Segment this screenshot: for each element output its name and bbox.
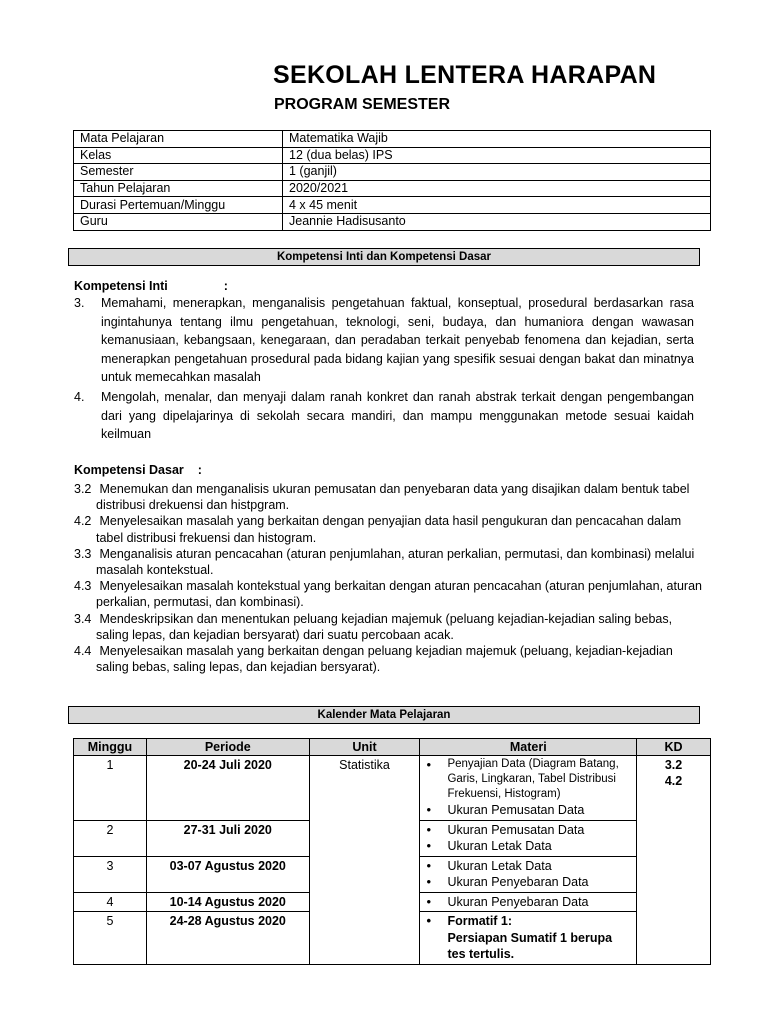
materi-item: • Ukuran Pemusatan Data [423, 802, 633, 819]
ki-text: Mengolah, menalar, dan menyaji dalam ranah konkret dan ranah abstrak terkait dengan pengembangan dari yang dipelajarinya di sekolah secara mandiri, dan mampu menggunakan metode sesuai kaidah keilmuan [101, 390, 694, 442]
col-header-materi: Materi [420, 739, 637, 756]
cell-unit: Statistika [309, 756, 420, 965]
info-label: Semester [74, 164, 283, 181]
col-header-periode: Periode [146, 739, 309, 756]
ki-number: 4. [74, 390, 85, 404]
kd-text: Menganalisis aturan pencacahan (aturan penjumlahan, aturan perkalian, permutasi, dan kombinasi) melalui masalah kontekstual. [96, 546, 695, 578]
materi-item: • Penyajian Data (Diagram Batang, Garis, Lingkaran, Tabel Distribusi Frekuensi, Histogram) [423, 757, 633, 802]
info-label: Guru [74, 213, 283, 230]
cell-periode: 03-07 Agustus 2020 [146, 856, 309, 892]
kd-item [74, 611, 704, 643]
cell-kd [637, 756, 711, 965]
kd-item [74, 578, 704, 610]
info-value: 4 x 45 menit [283, 197, 711, 214]
cell-minggu: 1 [74, 756, 147, 821]
heading-colon: : [197, 463, 202, 477]
kd-code: 3.4 [74, 611, 92, 626]
materi-list [423, 913, 633, 963]
info-label: Mata Pelajaran [74, 131, 283, 148]
cell-minggu: 5 [74, 912, 147, 965]
kompetensi-inti-heading [74, 279, 228, 293]
cell-minggu: 3 [74, 856, 147, 892]
materi-item: • Ukuran Penyebaran Data [423, 894, 633, 911]
materi-list [423, 757, 633, 819]
materi-item: • Ukuran Letak Data [423, 858, 633, 875]
info-value: Matematika Wajib [283, 131, 711, 148]
materi-item: • Ukuran Penyebaran Data [423, 874, 633, 891]
col-header-kd: KD [637, 739, 711, 756]
info-label: Durasi Pertemuan/Minggu [74, 197, 283, 214]
kd-item [74, 643, 704, 675]
kd-text: Menyelesaikan masalah kontekstual yang berkaitan dengan aturan pencacahan (aturan penjumlahan, aturan perkalian, permutasi, dan kombinasi). [96, 579, 702, 610]
materi-list [423, 822, 633, 855]
info-label: Kelas [74, 147, 283, 164]
kompetensi-inti-heading-text: Kompetensi Inti [74, 279, 168, 293]
cell-minggu: 4 [74, 892, 147, 912]
school-name: SEKOLAH LENTERA HARAPAN [273, 61, 657, 89]
calendar-table [73, 738, 711, 965]
kd-code: 4.2 [74, 514, 92, 529]
cell-materi [420, 756, 637, 821]
heading-colon: : [223, 279, 228, 293]
kd-item [74, 513, 704, 545]
info-value: 2020/2021 [283, 180, 711, 197]
kd-item [74, 546, 704, 578]
materi-list [423, 858, 633, 891]
cell-periode: 27-31 Juli 2020 [146, 820, 309, 856]
kd-code: 4.4 [74, 644, 92, 659]
kompetensi-inti-item [74, 388, 694, 444]
info-row [74, 147, 711, 164]
kd-text: Mendeskripsikan dan menentukan peluang kejadian majemuk (peluang kejadian-kejadian saling bebas, saling lepas, dan kejadian bersyarat) dari suatu percobaan acak. [96, 611, 673, 642]
info-row [74, 164, 711, 181]
materi-list [423, 894, 633, 911]
ki-text: Memahami, menerapkan, menganalisis pengetahuan faktual, konseptual, prosedural berdasarkan rasa ingintahunya tentang ilmu pengetahuan, teknologi, seni, budaya, dan humaniora dengan wawasan kemanusiaan, kebangsaan, kenegaraan, dan peradaban terkait penyebab fenomena dan kejadian, serta menerapkan pengetahuan prosedural pada bidang kajian yang spesifik sesuai dengan bakat dan minatnya untuk memecahkan masalah [101, 296, 694, 385]
kd-item [74, 481, 704, 513]
kd-code: 4.3 [74, 579, 92, 594]
info-value: Jeannie Hadisusanto [283, 213, 711, 230]
kompetensi-inti-item [74, 294, 694, 387]
kd-code: 3.2 [664, 758, 683, 772]
kalender-section-header: Kalender Mata Pelajaran [68, 706, 700, 724]
ki-number: 3. [74, 296, 85, 310]
kompetensi-dasar-heading-text: Kompetensi Dasar [74, 463, 184, 477]
materi-item: • Ukuran Letak Data [423, 838, 633, 855]
cell-materi [420, 892, 637, 912]
cell-materi [420, 912, 637, 965]
calendar-row [74, 756, 711, 821]
kd-code: 3.2 [74, 482, 92, 496]
course-info-table [73, 130, 711, 231]
document-subtitle: PROGRAM SEMESTER [274, 96, 451, 113]
cell-materi [420, 856, 637, 892]
kompetensi-section-header: Kompetensi Inti dan Kompetensi Dasar [68, 248, 700, 266]
kompetensi-dasar-list [74, 481, 704, 675]
info-row [74, 213, 711, 230]
info-row [74, 180, 711, 197]
cell-minggu: 2 [74, 820, 147, 856]
info-row [74, 197, 711, 214]
kd-text: Menyelesaikan masalah yang berkaitan dengan penyajian data hasil pengukuran dan pencacahan dalam tabel distribusi frekuensi dan histogram. [96, 514, 682, 545]
cell-periode: 24-28 Agustus 2020 [146, 912, 309, 965]
col-header-minggu: Minggu [74, 739, 147, 756]
info-value: 12 (dua belas) IPS [283, 147, 711, 164]
materi-item: • Ukuran Pemusatan Data [423, 822, 633, 839]
col-header-unit: Unit [309, 739, 420, 756]
kd-code: 4.2 [664, 774, 683, 788]
kd-text: Menyelesaikan masalah yang berkaitan dengan peluang kejadian majemuk (peluang, kejadian-kejadian saling bebas, saling lepas, dan kejadian bersyarat). [96, 644, 673, 675]
info-row [74, 131, 711, 148]
info-value: 1 (ganjil) [283, 164, 711, 181]
cell-periode: 10-14 Agustus 2020 [146, 892, 309, 912]
kd-code: 3.3 [74, 546, 92, 561]
kompetensi-dasar-heading [74, 463, 202, 477]
kd-text: Menemukan dan menganalisis ukuran pemusatan dan penyebaran data yang disajikan dalam bentuk tabel distribusi drekuensi dan histpgram. [96, 482, 690, 513]
materi-item: • Formatif 1: Persiapan Sumatif 1 berupa tes tertulis. [423, 913, 633, 963]
calendar-header-row [74, 739, 711, 756]
cell-materi [420, 820, 637, 856]
cell-periode: 20-24 Juli 2020 [146, 756, 309, 821]
info-label: Tahun Pelajaran [74, 180, 283, 197]
